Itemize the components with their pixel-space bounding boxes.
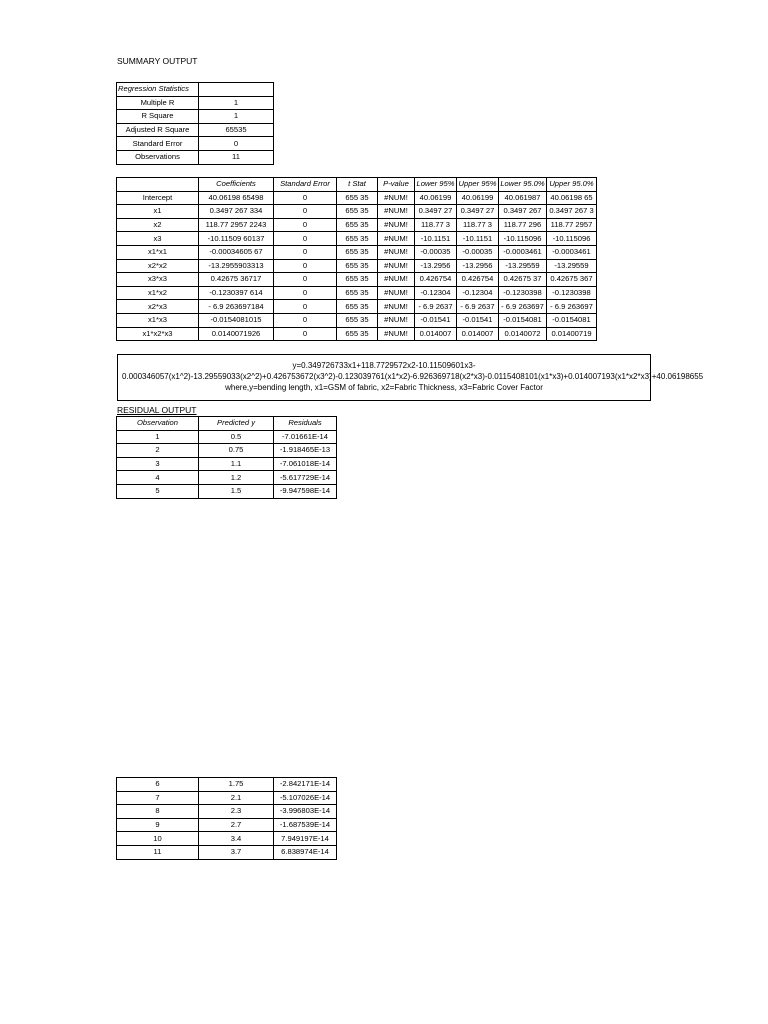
- table-cell: 655 35: [337, 273, 378, 287]
- row-label: x3: [117, 232, 199, 246]
- table-cell: 40.06198 65498: [199, 191, 274, 205]
- table-cell: #NUM!: [378, 245, 415, 259]
- table-cell: -9.947598E-14: [274, 484, 337, 498]
- table-cell: - 6.9 2637: [415, 300, 457, 314]
- table-cell: 118.77 2957 2243: [199, 218, 274, 232]
- row-label: Intercept: [117, 191, 199, 205]
- table-cell: 655 35: [337, 327, 378, 341]
- stat-label: Adjusted R Square: [117, 123, 199, 137]
- stat-value: 1: [199, 96, 274, 110]
- table-cell: #NUM!: [378, 286, 415, 300]
- table-cell: 3: [117, 457, 199, 471]
- table-row: [117, 818, 337, 832]
- table-cell: 40.06199: [457, 191, 499, 205]
- table-cell: 0: [274, 259, 337, 273]
- table-cell: -0.1230398: [499, 286, 547, 300]
- stat-label: Standard Error: [117, 137, 199, 151]
- table-cell: #NUM!: [378, 259, 415, 273]
- table-cell: 2.3: [199, 805, 274, 819]
- stat-value: 65535: [199, 123, 274, 137]
- column-header: Upper 95.0%: [547, 178, 597, 192]
- table-cell: -0.01541: [415, 313, 457, 327]
- residual-table-part2: [116, 777, 337, 860]
- table-cell: 0: [274, 245, 337, 259]
- table-cell: 2.1: [199, 791, 274, 805]
- table-cell: 0: [274, 313, 337, 327]
- summary-output-title: SUMMARY OUTPUT: [117, 56, 198, 66]
- table-cell: 655 35: [337, 245, 378, 259]
- column-header: [117, 178, 199, 192]
- table-cell: 0: [274, 273, 337, 287]
- table-cell: 0: [274, 327, 337, 341]
- column-header: Upper 95%: [457, 178, 499, 192]
- table-cell: 0: [274, 286, 337, 300]
- row-label: x2*x3: [117, 300, 199, 314]
- stat-label: R Square: [117, 110, 199, 124]
- row-label: x1*x1: [117, 245, 199, 259]
- table-cell: -0.1230397 614: [199, 286, 274, 300]
- table-cell: 40.06198 65: [547, 191, 597, 205]
- table-cell: 655 35: [337, 313, 378, 327]
- table-row: [117, 845, 337, 859]
- row-label: x1*x2: [117, 286, 199, 300]
- column-header: Observation: [117, 417, 199, 431]
- column-header: Lower 95%: [415, 178, 457, 192]
- table-cell: 0: [274, 300, 337, 314]
- stat-value: 11: [199, 150, 274, 164]
- table-cell: 0.3497 267 334: [199, 205, 274, 219]
- table-cell: -5.617729E-14: [274, 471, 337, 485]
- table-cell: 118.77 3: [415, 218, 457, 232]
- table-row: [117, 791, 337, 805]
- regression-equation: y=0.349726733x1+118.7729572x2-10.11509601x3-0.000346057(x1^2)-13.29559033(x2^2)+0.426753672(x3^2)-0.123039761(x1*x2)-6.926369718(x2*x3)-0.0115408101(x1*x3)+0.014007193(x1*x2*x3)+40.06198655 where,y=bending length, x1=GSM of fabric, x2=Fabric Thickness, x3=Fabric Cover Factor: [117, 354, 651, 401]
- table-cell: -13.2955903313: [199, 259, 274, 273]
- table-cell: 0.0140072: [499, 327, 547, 341]
- table-cell: 0.3497 267: [499, 205, 547, 219]
- table-cell: 0: [274, 191, 337, 205]
- table-row: [117, 471, 337, 485]
- table-row: [117, 137, 274, 151]
- table-cell: 655 35: [337, 232, 378, 246]
- table-cell: 0.42675 36717: [199, 273, 274, 287]
- table-cell: 40.061987: [499, 191, 547, 205]
- table-cell: -0.0154081015: [199, 313, 274, 327]
- table-cell: -7.061018E-14: [274, 457, 337, 471]
- column-header: Residuals: [274, 417, 337, 431]
- table-cell: 0.0140071926: [199, 327, 274, 341]
- table-cell: 1.75: [199, 778, 274, 792]
- table-cell: -2.842171E-14: [274, 778, 337, 792]
- table-cell: - 6.9 263697: [499, 300, 547, 314]
- table-cell: -5.107026E-14: [274, 791, 337, 805]
- table-cell: 1.5: [199, 484, 274, 498]
- table-cell: #NUM!: [378, 205, 415, 219]
- table-row: [117, 300, 597, 314]
- table-cell: 118.77 2957: [547, 218, 597, 232]
- table-cell: -13.29559: [499, 259, 547, 273]
- table-cell: #NUM!: [378, 218, 415, 232]
- table-cell: -10.11509 60137: [199, 232, 274, 246]
- stat-value: 1: [199, 110, 274, 124]
- table-row: [117, 110, 274, 124]
- table-cell: - 6.9 263697: [547, 300, 597, 314]
- table-row: [117, 286, 597, 300]
- table-cell: -0.0003461: [499, 245, 547, 259]
- table-cell: -1.918465E-13: [274, 444, 337, 458]
- table-cell: 0.01400719: [547, 327, 597, 341]
- table-row: [117, 96, 274, 110]
- table-cell: 0.42675 37: [499, 273, 547, 287]
- table-cell: - 6.9 2637: [457, 300, 499, 314]
- table-cell: 6.838974E-14: [274, 845, 337, 859]
- table-cell: -1.687539E-14: [274, 818, 337, 832]
- table-cell: #NUM!: [378, 191, 415, 205]
- column-header: P-value: [378, 178, 415, 192]
- table-cell: 0.426754: [415, 273, 457, 287]
- table-cell: -0.00035: [457, 245, 499, 259]
- table-cell: #NUM!: [378, 300, 415, 314]
- table-cell: -0.0154081: [499, 313, 547, 327]
- table-cell: 1.2: [199, 471, 274, 485]
- table-cell: 655 35: [337, 259, 378, 273]
- table-cell: 655 35: [337, 205, 378, 219]
- stat-value: 0: [199, 137, 274, 151]
- table-row: [117, 778, 337, 792]
- table-cell: 3.4: [199, 832, 274, 846]
- table-row: [117, 805, 337, 819]
- table-cell: 0.014007: [415, 327, 457, 341]
- table-cell: 0.5: [199, 430, 274, 444]
- table-cell: -0.0154081: [547, 313, 597, 327]
- table-cell: 0: [274, 218, 337, 232]
- stat-label: Multiple R: [117, 96, 199, 110]
- table-cell: -0.1230398: [547, 286, 597, 300]
- table-cell: 1.1: [199, 457, 274, 471]
- coefficients-table: [116, 177, 597, 341]
- stat-label: Observations: [117, 150, 199, 164]
- table-cell: -10.1151: [457, 232, 499, 246]
- table-cell: 40.06199: [415, 191, 457, 205]
- table-cell: -10.115096: [499, 232, 547, 246]
- table-row: [117, 245, 597, 259]
- table-cell: 9: [117, 818, 199, 832]
- table-cell: 0.3497 267 3: [547, 205, 597, 219]
- table-cell: 2: [117, 444, 199, 458]
- table-cell: 118.77 296: [499, 218, 547, 232]
- table-row: [117, 259, 597, 273]
- table-row: [117, 457, 337, 471]
- table-row: [117, 123, 274, 137]
- table-cell: 655 35: [337, 218, 378, 232]
- column-header: Predicted y: [199, 417, 274, 431]
- residual-output-title: RESIDUAL OUTPUT: [117, 405, 197, 415]
- table-cell: 0.3497 27: [457, 205, 499, 219]
- table-row: [117, 430, 337, 444]
- table-cell: -10.115096: [547, 232, 597, 246]
- row-label: x1: [117, 205, 199, 219]
- table-cell: -7.01661E-14: [274, 430, 337, 444]
- table-cell: 6: [117, 778, 199, 792]
- table-cell: -0.0003461: [547, 245, 597, 259]
- table-cell: 0: [274, 205, 337, 219]
- table-cell: - 6.9 263697184: [199, 300, 274, 314]
- table-cell: 3.7: [199, 845, 274, 859]
- table-row: [117, 327, 597, 341]
- row-label: x1*x2*x3: [117, 327, 199, 341]
- table-cell: 1: [117, 430, 199, 444]
- table-cell: 655 35: [337, 286, 378, 300]
- row-label: x3*x3: [117, 273, 199, 287]
- row-label: x2: [117, 218, 199, 232]
- regression-statistics-header: Regression Statistics: [117, 83, 199, 97]
- table-cell: #NUM!: [378, 313, 415, 327]
- table-cell: 655 35: [337, 300, 378, 314]
- table-cell: -10.1151: [415, 232, 457, 246]
- table-row: [117, 205, 597, 219]
- table-cell: 10: [117, 832, 199, 846]
- table-cell: 8: [117, 805, 199, 819]
- regression-statistics-table: [116, 82, 274, 165]
- table-cell: -13.2956: [457, 259, 499, 273]
- row-label: x2*x2: [117, 259, 199, 273]
- table-cell: 7: [117, 791, 199, 805]
- table-cell: 0.3497 27: [415, 205, 457, 219]
- table-cell: -0.12304: [457, 286, 499, 300]
- table-cell: 5: [117, 484, 199, 498]
- column-header: Standard Error: [274, 178, 337, 192]
- table-cell: 4: [117, 471, 199, 485]
- table-cell: #NUM!: [378, 273, 415, 287]
- table-cell: 0.75: [199, 444, 274, 458]
- row-label: x1*x3: [117, 313, 199, 327]
- table-cell: -0.12304: [415, 286, 457, 300]
- table-cell: #NUM!: [378, 327, 415, 341]
- table-cell: 118.77 3: [457, 218, 499, 232]
- table-cell: #NUM!: [378, 232, 415, 246]
- table-cell: -0.00034605 67: [199, 245, 274, 259]
- table-cell: 0.426754: [457, 273, 499, 287]
- table-cell: 655 35: [337, 191, 378, 205]
- table-row: [117, 150, 274, 164]
- table-cell: -13.2956: [415, 259, 457, 273]
- table-cell: 11: [117, 845, 199, 859]
- table-cell: 7.949197E-14: [274, 832, 337, 846]
- column-header: Coefficients: [199, 178, 274, 192]
- table-cell: -3.996803E-14: [274, 805, 337, 819]
- table-cell: -0.01541: [457, 313, 499, 327]
- table-row: [117, 273, 597, 287]
- table-row: [117, 484, 337, 498]
- table-cell: -13.29559: [547, 259, 597, 273]
- table-row: [117, 832, 337, 846]
- table-row: [117, 444, 337, 458]
- table-row: [117, 232, 597, 246]
- table-cell: 2.7: [199, 818, 274, 832]
- table-cell: -0.00035: [415, 245, 457, 259]
- column-header: t Stat: [337, 178, 378, 192]
- table-cell: 0.42675 367: [547, 273, 597, 287]
- table-row: [117, 313, 597, 327]
- table-cell: 0: [274, 232, 337, 246]
- column-header: Lower 95.0%: [499, 178, 547, 192]
- table-row: [117, 218, 597, 232]
- table-cell: 0.014007: [457, 327, 499, 341]
- table-row: [117, 191, 597, 205]
- residual-table-part1: [116, 416, 337, 499]
